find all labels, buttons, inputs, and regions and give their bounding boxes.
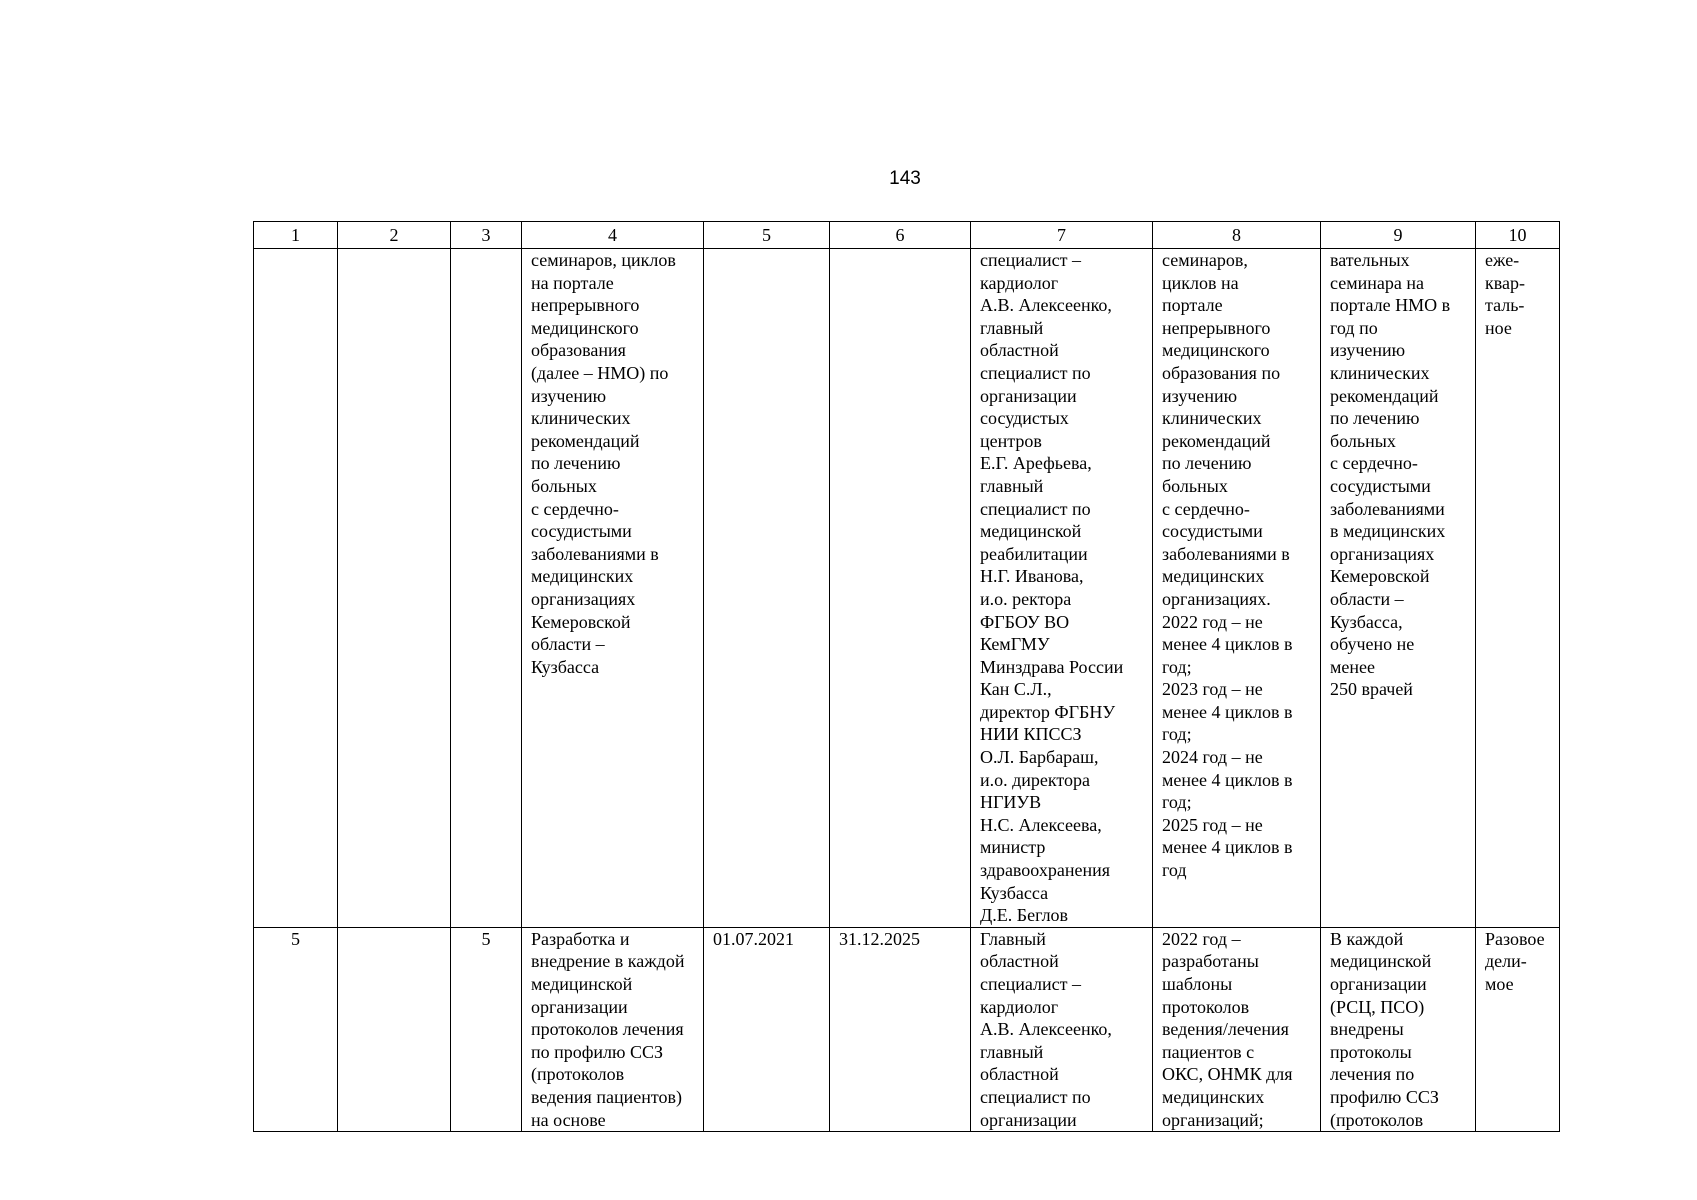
cell-line: (протоколов [531,1064,625,1085]
cell-line: протоколов лечения [531,1019,684,1040]
cell-line: квар- [1485,272,1525,293]
cell-line: Н.С. Алексеева, [980,814,1102,835]
cell-line: по лечению [531,453,621,474]
cell-line: Разовое [1485,928,1545,949]
cell-indicator [1321,927,1476,1131]
cell-line: медицинского [531,317,639,338]
cell-line: центров [980,430,1042,451]
cell-line: Кузбасса, [1330,611,1403,632]
column-number: 8 [1153,222,1321,249]
cell-description [522,249,704,928]
cell-line: заболеваниями [1330,498,1445,519]
cell-line: медицинской [980,521,1082,542]
cell-line: рекомендаций [1330,385,1439,406]
cell-line: КемГМУ [980,634,1050,655]
cell-line: протоколы [1330,1041,1412,1062]
cell-line: здравоохранения [980,860,1111,881]
cell-line: областной [980,340,1059,361]
column-number: 3 [451,222,522,249]
cell-line: с сердечно- [1162,498,1250,519]
cell-index: 5 [254,927,338,1131]
cell-frequency [1476,927,1560,1131]
cell-line: специалист по [980,362,1091,383]
cell-line: клинических [1330,362,1430,383]
cell-line: медицинских [531,566,634,587]
cell-line: (протоколов [1330,1109,1424,1130]
column-number: 6 [830,222,971,249]
cell-line: Кемеровской [531,611,631,632]
cell-line: циклов на [1162,272,1239,293]
cell-responsible [971,249,1153,928]
cell-line: специалист по [980,1086,1091,1107]
cell-line: менее 4 циклов в [1162,701,1293,722]
cell-line: (РСЦ, ПСО) [1330,996,1425,1017]
cell-line: больных [531,475,597,496]
cell-line: ное [1485,317,1512,338]
cell-line: Д.Е. Беглов [980,905,1069,926]
table-row [254,249,1560,928]
column-number: 5 [704,222,830,249]
cell-line: шаблоны [1162,974,1233,994]
cell-line: разработаны [1162,951,1259,972]
cell-line: областной [980,1064,1059,1085]
cell-line: протоколов [1162,996,1250,1017]
cell-line: Кузбасса [980,882,1049,903]
cell-line: организации [1330,974,1427,994]
cell-line: Кан С.Л., [980,679,1052,700]
cell-result [1153,927,1321,1131]
cell-line: главный [980,317,1044,338]
cell-line: год; [1162,724,1192,745]
cell-col2 [338,927,451,1131]
cell-line: рекомендаций [1162,430,1271,451]
cell-line: О.Л. Барбараш, [980,747,1099,768]
column-number: 7 [971,222,1153,249]
cell-line: заболеваниями в [1162,543,1290,564]
cell-line: изучению [531,385,607,406]
cell-line: 250 врачей [1330,679,1413,700]
cell-line: внедрены [1330,1019,1404,1040]
cell-line: на портале [531,272,614,293]
cell-line: организации [980,1109,1077,1130]
cell-line: 2022 год – [1162,928,1241,949]
cell-line: изучению [1330,340,1406,361]
cell-line: кардиолог [980,996,1059,1017]
cell-line: лечения по [1330,1064,1415,1085]
column-number: 4 [522,222,704,249]
cell-line: вательных [1330,250,1410,270]
cell-line: министр [980,837,1046,858]
cell-line: дели- [1485,951,1527,972]
cell-responsible [971,927,1153,1131]
column-number: 10 [1476,222,1560,249]
cell-line: год [1162,860,1187,881]
cell-line: с сердечно- [531,498,619,519]
cell-line: организациях. [1162,588,1271,609]
cell-col3: 5 [451,927,522,1131]
cell-line: НГИУВ [980,792,1042,813]
cell-line: Е.Г. Арефьева, [980,453,1092,474]
cell-line: ФГБОУ ВО [980,611,1070,632]
cell-line: 2022 год – не [1162,611,1263,632]
cell-line: рекомендаций [531,430,640,451]
cell-line: А.В. Алексеенко, [980,1019,1112,1040]
column-number: 1 [254,222,338,249]
cell-line: В каждой [1330,928,1404,949]
cell-line: таль- [1485,295,1525,316]
cell-line: областной [980,951,1059,972]
cell-line: Главный [980,928,1046,949]
cell-line: Кемеровской [1330,566,1430,587]
cell-line: изучению [1162,385,1238,406]
cell-line: непрерывного [1162,317,1271,338]
cell-line: организациях [531,588,636,609]
cell-line: мое [1485,974,1514,994]
cell-line: внедрение в каждой [531,951,685,972]
cell-line: непрерывного [531,295,640,316]
cell-line: по профилю ССЗ [531,1041,664,1062]
cell-line: Минздрава России [980,656,1124,677]
cell-line: образования [531,340,626,361]
cell-line: кардиолог [980,272,1059,293]
column-number: 9 [1321,222,1476,249]
cell-line: медицинских [1162,566,1265,587]
cell-line: НИИ КПССЗ [980,724,1082,745]
cell-line: клинических [531,408,631,429]
cell-line: сосудистых [980,408,1069,429]
cell-line: пациентов с [1162,1041,1255,1062]
cell-line: больных [1330,430,1396,451]
cell-line: по лечению [1330,408,1420,429]
cell-result [1153,249,1321,928]
cell-line: клинических [1162,408,1262,429]
cell-line: Разработка и [531,928,630,949]
cell-line: организации [980,385,1077,406]
cell-line: специалист по [980,498,1091,519]
cell-line: и.о. ректора [980,588,1072,609]
cell-line: портале [1162,295,1223,316]
cell-col2 [338,249,451,928]
cell-line: медицинских [1162,1086,1265,1107]
cell-frequency [1476,249,1560,928]
cell-line: ОКС, ОНМК для [1162,1064,1293,1085]
cell-line: год; [1162,792,1192,813]
cell-line: год; [1162,656,1192,677]
cell-line: образования по [1162,362,1281,383]
cell-line: Н.Г. Иванова, [980,566,1084,587]
cell-line: год по [1330,317,1378,338]
cell-indicator [1321,249,1476,928]
cell-line: медицинской [531,974,633,994]
table-row [254,927,1560,1131]
cell-line: профилю ССЗ [1330,1086,1439,1107]
cell-line: с сердечно- [1330,453,1418,474]
cell-line: медицинской [1330,951,1432,972]
cell-start-date [704,249,830,928]
cell-line: А.В. Алексеенко, [980,295,1112,316]
cell-line: 2023 год – не [1162,679,1263,700]
cell-end-date: 31.12.2025 [830,927,971,1131]
cell-line: семинаров, [1162,250,1248,270]
cell-line: больных [1162,475,1228,496]
cell-line: менее 4 циклов в [1162,634,1293,655]
cell-line: семинаров, циклов [531,250,676,270]
cell-line: еже- [1485,250,1520,270]
cell-line: (далее – НМО) по [531,362,669,383]
cell-line: сосудистыми [1330,475,1431,496]
page-number: 143 [889,168,921,189]
cell-line: сосудистыми [1162,521,1263,542]
cell-line: в медицинских [1330,521,1446,542]
cell-line: специалист – [980,974,1081,994]
cell-line: ведения пациентов) [531,1086,682,1107]
cell-line: медицинского [1162,340,1270,361]
cell-line: портале НМО в [1330,295,1451,316]
cell-line: семинара на [1330,272,1424,293]
cell-line: организаций; [1162,1109,1264,1130]
cell-line: и.о. директора [980,769,1091,790]
cell-line: обучено не [1330,634,1415,655]
cell-line: 2024 год – не [1162,747,1263,768]
cell-line: области – [1330,588,1404,609]
cell-line: директор ФГБНУ [980,701,1116,722]
plan-table [253,221,1560,1132]
cell-line: заболеваниями в [531,543,659,564]
cell-line: реабилитации [980,543,1088,564]
cell-line: сосудистыми [531,521,632,542]
cell-line: ведения/лечения [1162,1019,1289,1040]
cell-line: менее 4 циклов в [1162,769,1293,790]
cell-line: 2025 год – не [1162,814,1263,835]
cell-col3 [451,249,522,928]
cell-line: по лечению [1162,453,1252,474]
cell-line: организациях [1330,543,1435,564]
cell-line: менее [1330,656,1375,677]
cell-description [522,927,704,1131]
cell-end-date [830,249,971,928]
column-number-row [254,222,1560,249]
cell-line: главный [980,475,1044,496]
cell-line: организации [531,996,628,1017]
cell-line: менее 4 циклов в [1162,837,1293,858]
cell-line: Кузбасса [531,656,600,677]
cell-line: области – [531,634,605,655]
cell-line: на основе [531,1109,606,1130]
cell-line: специалист – [980,250,1081,270]
cell-line: главный [980,1041,1044,1062]
cell-index [254,249,338,928]
cell-start-date: 01.07.2021 [704,927,830,1131]
column-number: 2 [338,222,451,249]
